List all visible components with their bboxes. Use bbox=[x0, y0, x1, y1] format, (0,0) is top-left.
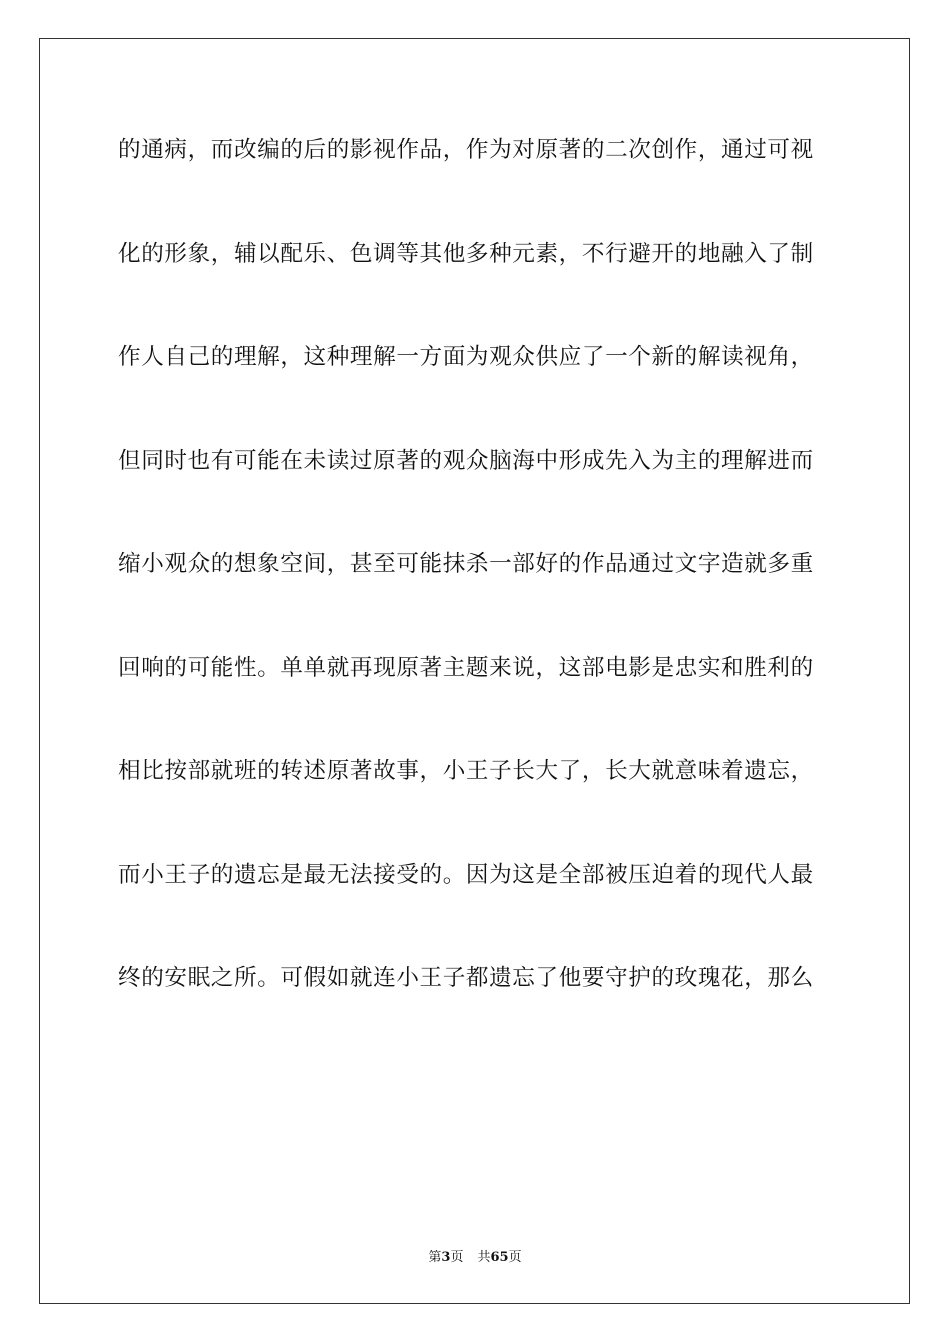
text-line: 终的安眠之所。可假如就连小王子都遗忘了他要守护的玫瑰花，那么 bbox=[118, 965, 814, 991]
text-line: 化的形象，辅以配乐、色调等其他多种元素，不行避开的地融入了制 bbox=[118, 240, 814, 267]
text-line: 回响的可能性。单单就再现原著主题来说，这部电影是忠实和胜利的 bbox=[118, 654, 814, 681]
total-pages: 65 bbox=[490, 1250, 509, 1265]
text-line: 缩小观众的想象空间，甚至可能抹杀一部好的作品通过文字造就多重 bbox=[118, 551, 814, 577]
text-line: 的通病，而改编的后的影视作品，作为对原著的二次创作，通过可视 bbox=[118, 137, 814, 163]
page-suffix: 页 bbox=[450, 1250, 464, 1265]
text-line: 相比按部就班的转述原著故事，小王子长大了，长大就意味着遗忘， bbox=[118, 758, 814, 784]
text-line: 但同时也有可能在未读过原著的观众脑海中形成先入为主的理解进而 bbox=[118, 447, 814, 474]
total-prefix: 共 bbox=[477, 1250, 491, 1265]
body-text bbox=[118, 118, 838, 1050]
page-number: 3 bbox=[441, 1250, 451, 1265]
page-footer bbox=[0, 1246, 950, 1265]
text-line: 而小王子的遗忘是最无法接受的。因为这是全部被压迫着的现代人最 bbox=[118, 861, 814, 888]
text-line: 作人自己的理解，这种理解一方面为观众供应了一个新的解读视角， bbox=[118, 344, 814, 370]
total-suffix: 页 bbox=[508, 1250, 522, 1265]
page-prefix: 第 bbox=[428, 1250, 442, 1265]
